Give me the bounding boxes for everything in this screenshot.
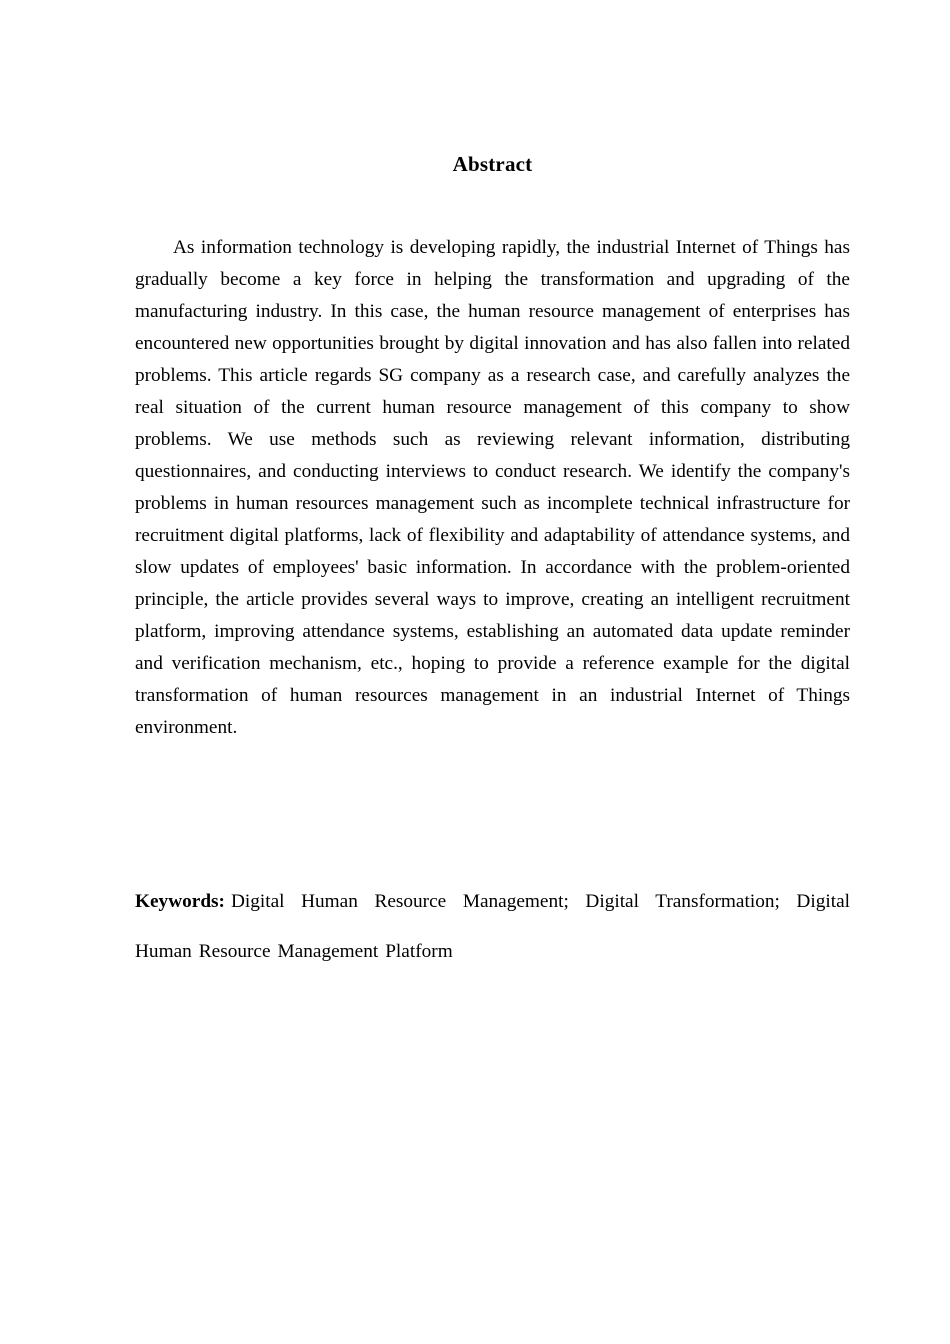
abstract-paragraph: As information technology is developing rapidly, the industrial Internet of Things has gradually become a key force in helping the transformation and upgrading of the manufacturing industry. In this case, the human resource management of enterprises has encountered new opportunities brought by digital innovation and has also fallen into related problems. This article regards SG company as a research case, and carefully analyzes the real situation of the current human resource management of this company to show problems. We use methods such as reviewing relevant information, distributing questionnaires, and conducting interviews to conduct research. We identify the company's problems in human resources management such as incomplete technical infrastructure for recruitment digital platforms, lack of flexibility and adaptability of attendance systems, and slow updates of employees' basic information. In accordance with the problem-oriented principle, the article provides several ways to improve, creating an intelligent recruitment platform, improving attendance systems, establishing an automated data update reminder and verification mechanism, etc., hoping to provide a reference example for the digital transformation of human resources management in an industrial Internet of Things environment.	[135, 237, 850, 739]
keywords-value: Digital Human Resource Management; Digital Transformation; Digital Human Resource Management Platform	[135, 891, 850, 963]
keywords-label: Keywords:	[135, 891, 225, 913]
page-title: Abstract	[452, 152, 533, 176]
keywords-line	[135, 877, 850, 977]
